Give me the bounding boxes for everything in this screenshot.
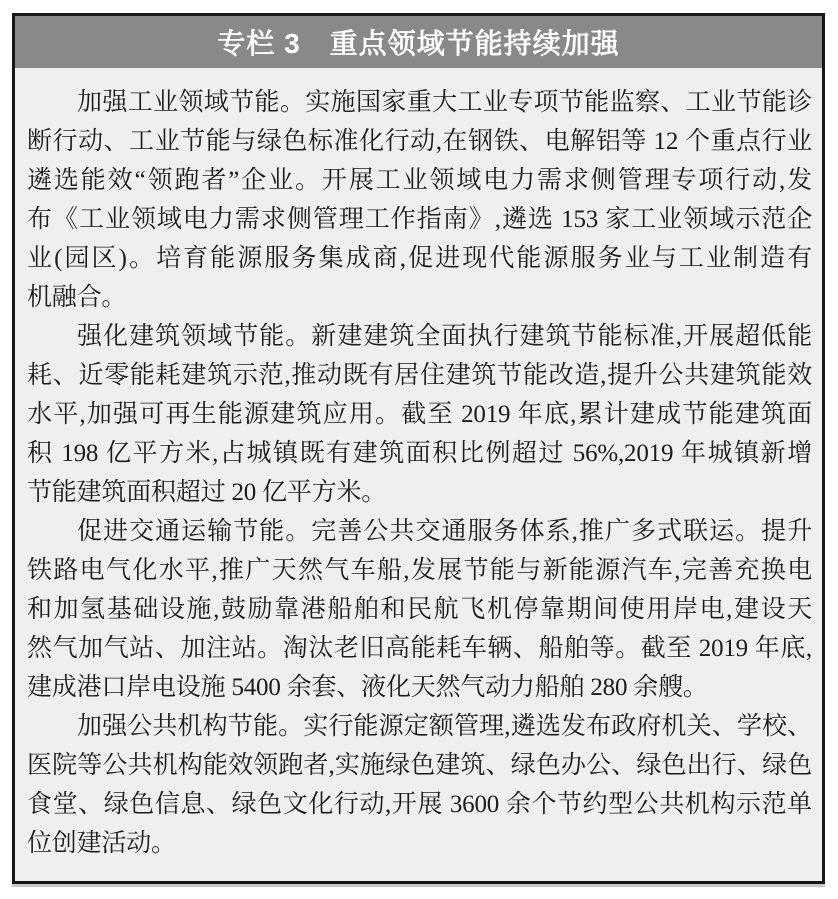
text-line: 业(园区)。培育能源服务集成商,促进现代能源服务业与工业制造有 (27, 245, 812, 272)
text-line: 遴选能效“领跑者”企业。开展工业领域电力需求侧管理专项行动,发 (27, 167, 812, 194)
paragraph-industrial-energy (27, 83, 812, 317)
text-line: 加强公共机构节能。实行能源定额管理,遴选发布政府机关、学校、 (77, 713, 812, 740)
text-line: 加强工业领域节能。实施国家重大工业专项节能监察、工业节能诊 (77, 89, 812, 116)
column-box (12, 13, 825, 884)
column-box-title: 专栏 3 重点领域节能持续加强 (217, 28, 620, 59)
text-line: 然气加气站、加注站。淘汰老旧高能耗车辆、船舶等。截至 2019 年底, (27, 635, 812, 662)
text-line: 机融合。 (27, 284, 127, 311)
paragraph-building-energy (27, 317, 812, 512)
text-line: 水平,加强可再生能源建筑应用。截至 2019 年底,累计建成节能建筑面 (27, 401, 812, 428)
text-line: 医院等公共机构能效领跑者,实施绿色建筑、绿色办公、绿色出行、绿色 (27, 752, 812, 779)
text-line: 和加氢基础设施,鼓励靠港船舶和民航飞机停靠期间使用岸电,建设天 (27, 596, 812, 623)
paragraph-public-institution-energy (27, 707, 812, 863)
text-line: 布《工业领域电力需求侧管理工作指南》,遴选 153 家工业领域示范企 (27, 206, 812, 233)
text-line: 积 198 亿平方米,占城镇既有建筑面积比例超过 56%,2019 年城镇新增 (27, 440, 812, 467)
text-line: 食堂、绿色信息、绿色文化行动,开展 3600 余个节约型公共机构示范单 (27, 791, 812, 818)
column-box-header (15, 16, 822, 68)
column-box-body (15, 68, 822, 878)
text-line: 耗、近零能耗建筑示范,推动既有居住建筑节能改造,提升公共建筑能效 (27, 362, 812, 389)
text-line: 建成港口岸电设施 5400 余套、液化天然气动力船舶 280 余艘。 (27, 674, 708, 701)
text-line: 铁路电气化水平,推广天然气车船,发展节能与新能源汽车,完善充换电 (27, 557, 812, 584)
text-line: 强化建筑领域节能。新建建筑全面执行建筑节能标准,开展超低能 (77, 323, 812, 350)
text-line: 促进交通运输节能。完善公共交通服务体系,推广多式联运。提升 (77, 518, 812, 545)
text-line: 位创建活动。 (27, 830, 176, 857)
paragraph-transport-energy (27, 512, 812, 707)
text-line: 断行动、工业节能与绿色标准化行动,在钢铁、电解铝等 12 个重点行业 (27, 128, 812, 155)
text-line: 节能建筑面积超过 20 亿平方米。 (27, 479, 387, 506)
